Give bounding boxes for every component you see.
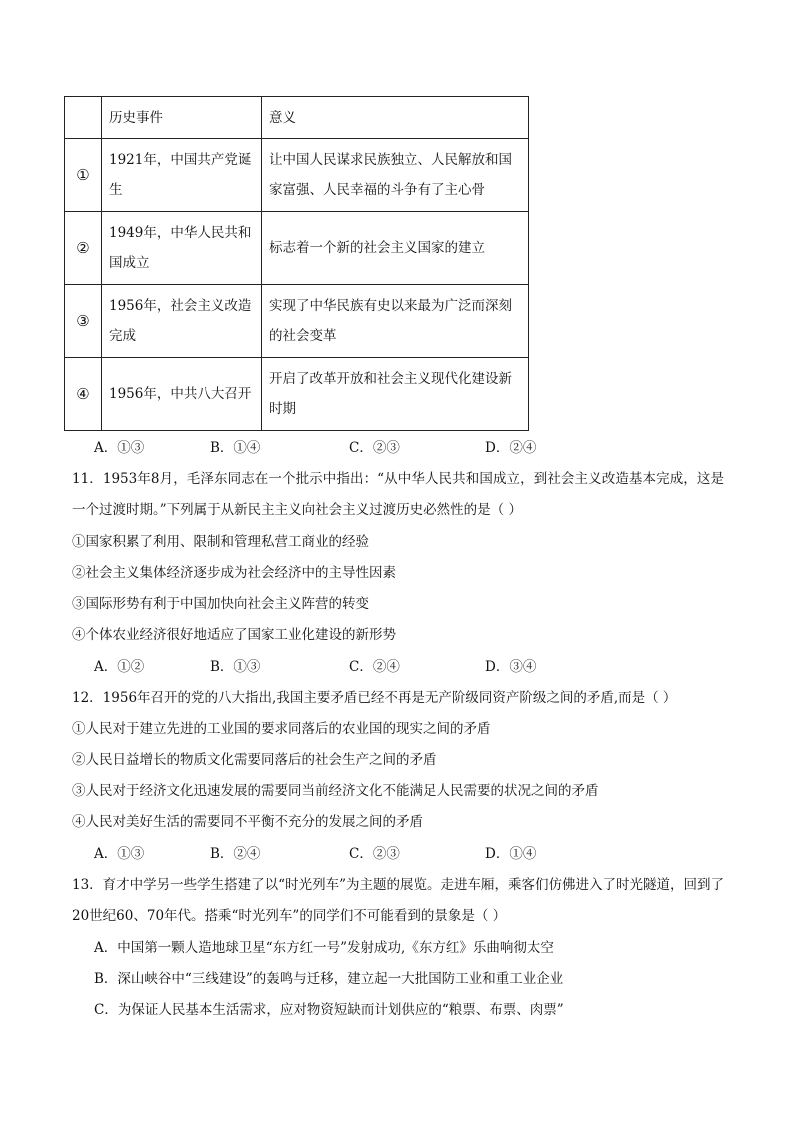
q12-item-3: ③人民对于经济文化迅速发展的需要同当前经济文化不能满足人民需要的状况之间的矛盾 — [72, 783, 599, 799]
q11-item-2: ②社会主义集体经济逐步成为社会经济中的主导性因素 — [72, 565, 396, 581]
q11-option-d[interactable]: D．③④ — [485, 659, 537, 675]
row-number: ③ — [65, 285, 102, 358]
q12-option-b[interactable]: B．②④ — [210, 846, 261, 862]
row-event: 1956年，社会主义改造完成 — [102, 285, 262, 358]
history-events-table — [64, 96, 529, 431]
q12-stem: 12．1956年召开的党的八大指出,我国主要矛盾已经不再是无产阶级同资产阶级之间的矛盾,而是（ ） — [72, 690, 677, 706]
row-meaning: 实现了中华民族有史以来最为广泛而深刻的社会变革 — [262, 285, 529, 358]
row-number: ① — [65, 139, 102, 212]
row-meaning: 开启了改革开放和社会主义现代化建设新时期 — [262, 358, 529, 431]
q13-option-c[interactable]: C．为保证人民基本生活需求，应对物资短缺而计划供应的“粮票、布票、肉票” — [94, 1002, 564, 1018]
header-cell-event: 历史事件 — [102, 97, 262, 139]
q13-option-a[interactable]: A．中国第一颗人造地球卫星“东方红一号”发射成功,《东方红》乐曲响彻太空 — [94, 940, 554, 956]
row-event: 1956年，中共八大召开 — [102, 358, 262, 431]
header-cell-meaning: 意义 — [262, 97, 529, 139]
q11-item-3: ③国际形势有利于中国加快向社会主义阵营的转变 — [72, 596, 369, 612]
q10-option-a[interactable]: A．①③ — [94, 440, 145, 456]
q10-option-b[interactable]: B．①④ — [210, 440, 261, 456]
q11-option-a[interactable]: A．①② — [94, 659, 145, 675]
table-row — [65, 139, 529, 212]
table-row — [65, 285, 529, 358]
q12-item-2: ②人民日益增长的物质文化需要同落后的社会生产之间的矛盾 — [72, 752, 437, 768]
q12-option-c[interactable]: C．②③ — [349, 846, 400, 862]
row-meaning: 让中国人民谋求民族独立、人民解放和国家富强、人民幸福的斗争有了主心骨 — [262, 139, 529, 212]
q13-option-b[interactable]: B．深山峡谷中“三线建设”的轰鸣与迁移，建立起一大批国防工业和重工业企业 — [94, 971, 564, 987]
q11-option-b[interactable]: B．①③ — [210, 659, 261, 675]
row-number: ④ — [65, 358, 102, 431]
table-row — [65, 212, 529, 285]
row-number: ② — [65, 212, 102, 285]
row-meaning: 标志着一个新的社会主义国家的建立 — [262, 212, 529, 285]
table-header-row — [65, 97, 529, 139]
q11-item-1: ①国家积累了利用、限制和管理私营工商业的经验 — [72, 534, 369, 550]
q11-option-c[interactable]: C．②④ — [349, 659, 400, 675]
q12-item-1: ①人民对于建立先进的工业国的要求同落后的农业国的现实之间的矛盾 — [72, 721, 491, 737]
q11-stem: 11．1953年8月，毛泽东同志在一个批示中指出：“从中华人民共和国成立，到社会主义改造基本完成，这是一个过渡时期。”下列属于从新民主主义向社会主义过渡历史必然性的是（ ） — [72, 471, 724, 518]
q13-stem: 13．育才中学另一些学生搭建了以“时光列车”为主题的展览。走进车厢，乘客们仿佛进入了时光隧道，回到了20世纪60、70年代。搭乘“时光列车”的同学们不可能看到的景象是（ ） — [72, 877, 724, 924]
row-event: 1921年，中国共产党诞生 — [102, 139, 262, 212]
table-row — [65, 358, 529, 431]
row-event: 1949年，中华人民共和国成立 — [102, 212, 262, 285]
q12-option-d[interactable]: D．①④ — [485, 846, 537, 862]
q12-item-4: ④人民对美好生活的需要同不平衡不充分的发展之间的矛盾 — [72, 814, 423, 830]
q11-item-4: ④个体农业经济很好地适应了国家工业化建设的新形势 — [72, 627, 396, 643]
q12-option-a[interactable]: A．①③ — [94, 846, 145, 862]
q10-option-c[interactable]: C．②③ — [349, 440, 400, 456]
header-cell-number — [65, 97, 102, 139]
q10-option-d[interactable]: D．②④ — [485, 440, 537, 456]
